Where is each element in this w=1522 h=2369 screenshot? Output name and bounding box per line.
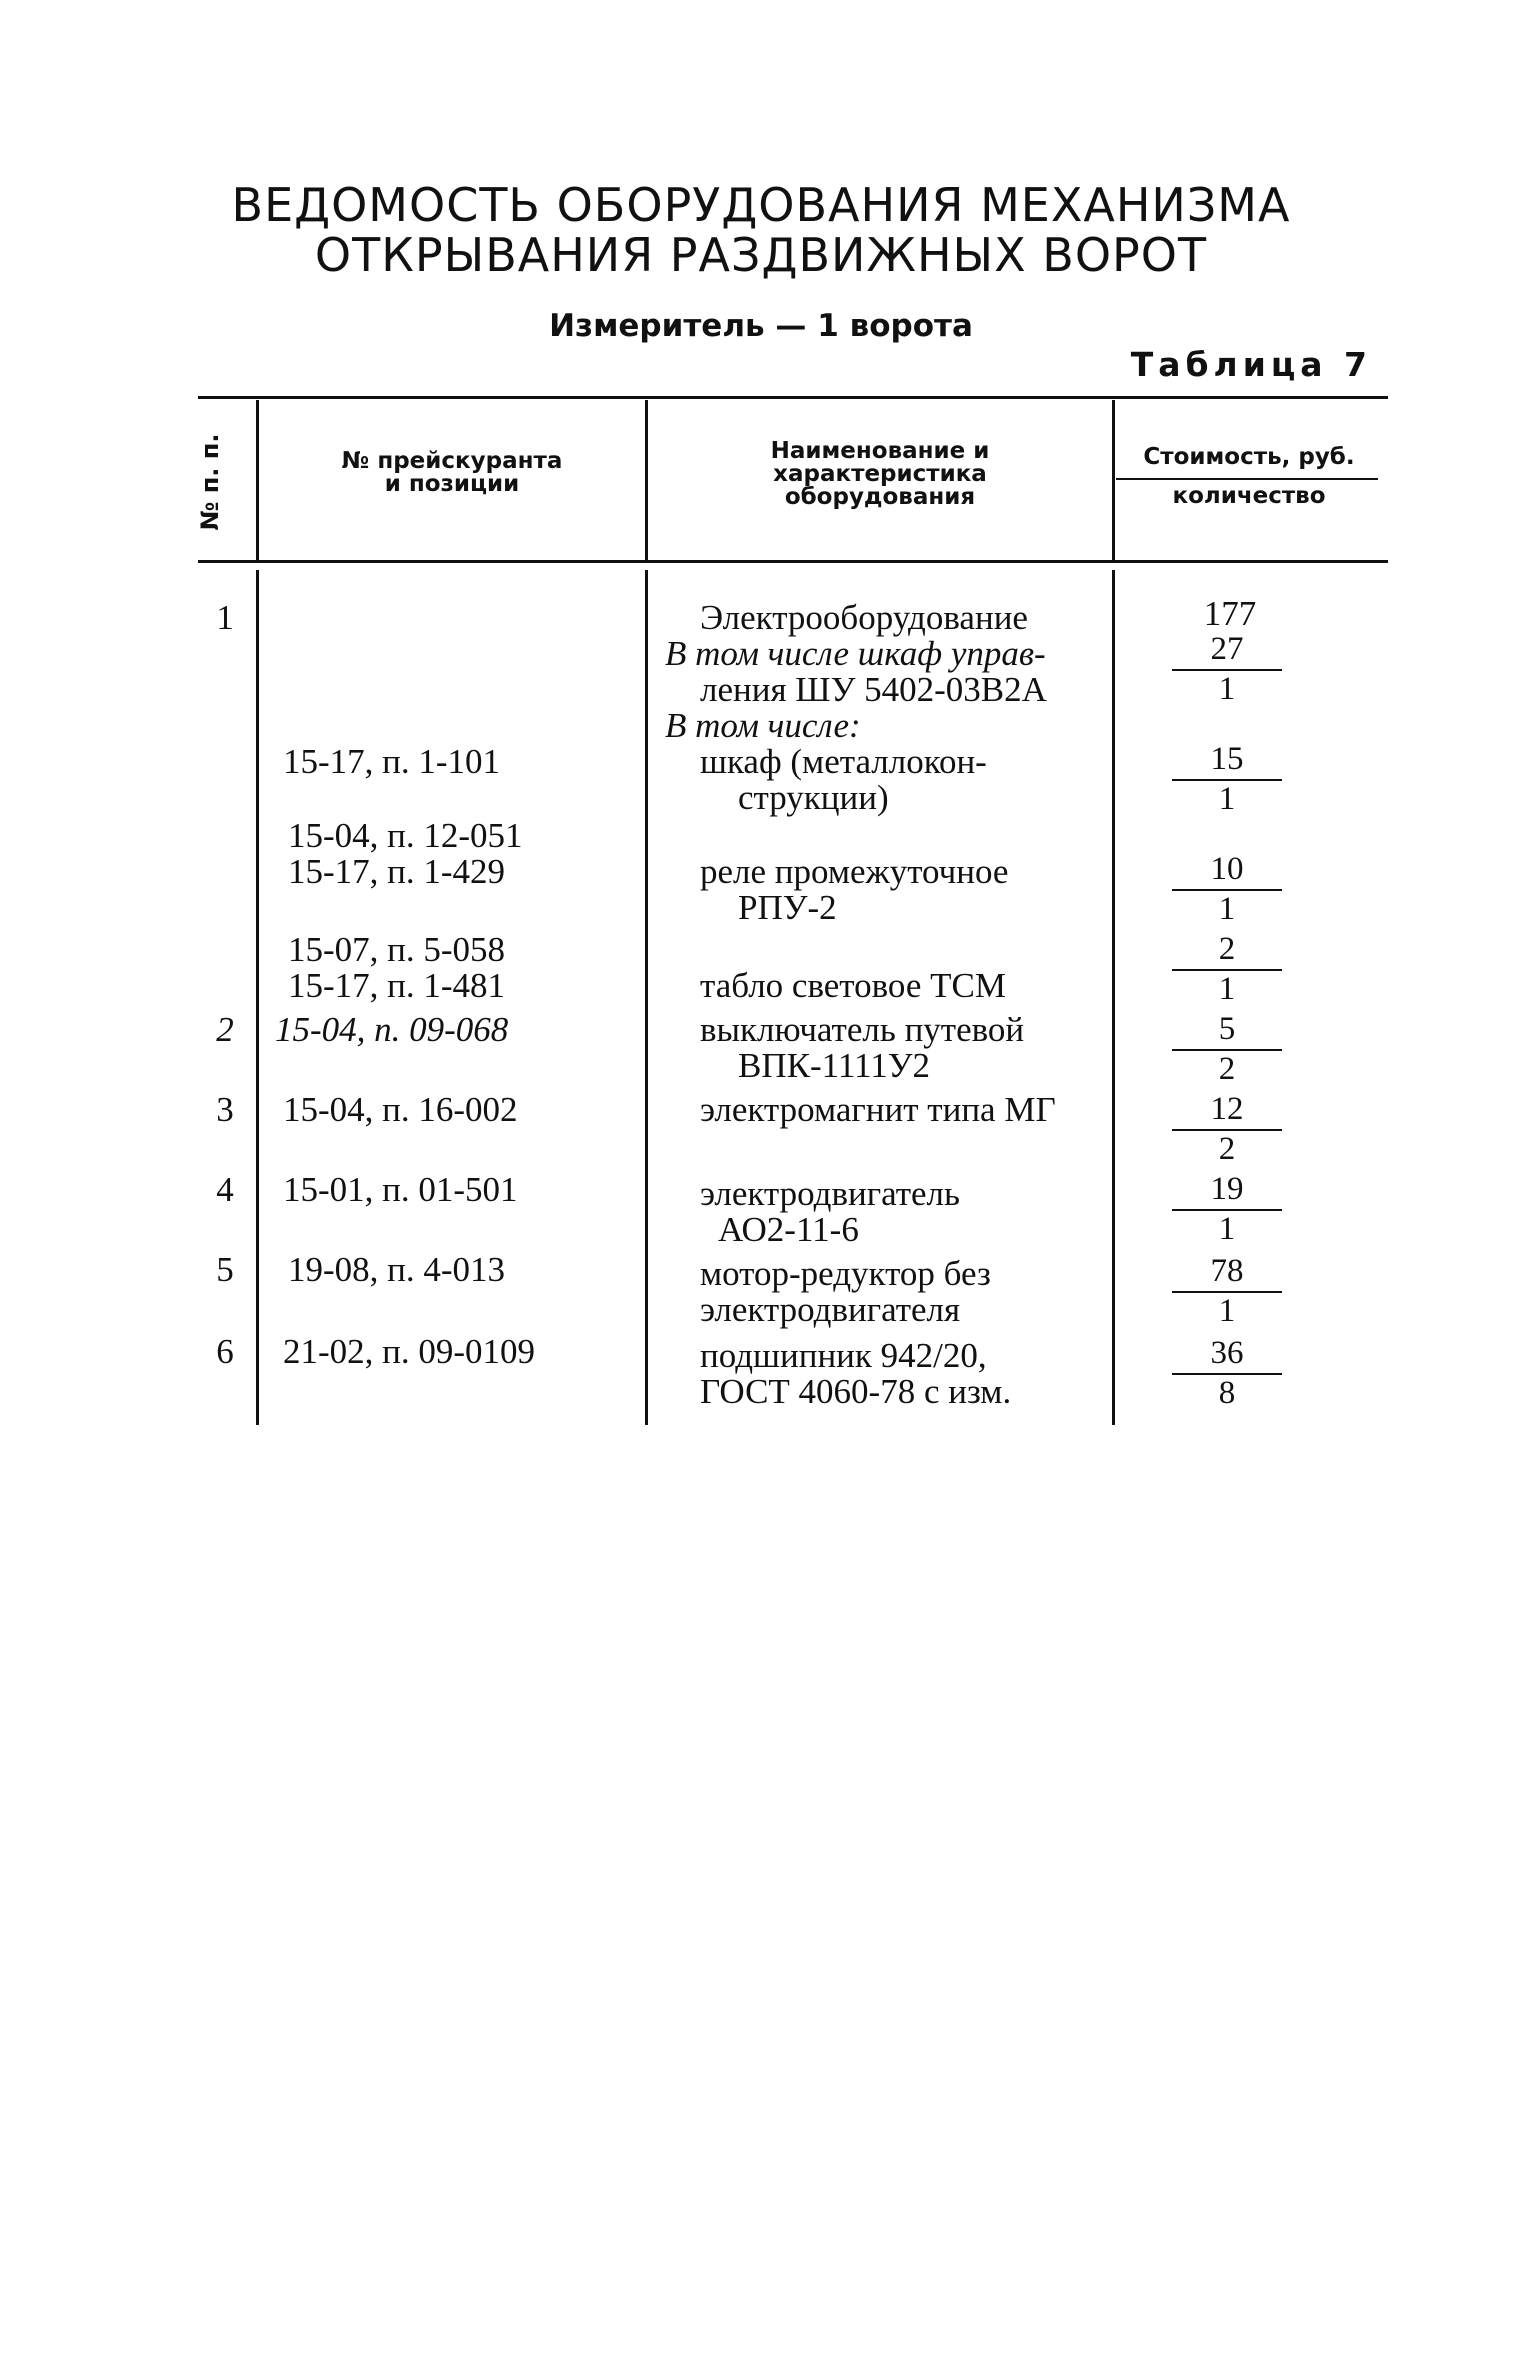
header-equipment-name [650, 440, 1110, 509]
row-6-cost-quantity [1172, 1336, 1282, 1410]
row-4-name-line-1: электродвигатель [700, 1174, 960, 1213]
row-number-6: 6 [216, 1332, 234, 1371]
quantity-value: 2 [1218, 1051, 1236, 1087]
row-1-name: Электрооборудование [700, 598, 1028, 637]
header-price-list-line-1: № прейскуранта [341, 448, 563, 474]
row-1-sub-name-line-2: ления ШУ 5402-03В2А [700, 670, 1047, 709]
row-1a-cost-quantity [1172, 742, 1282, 816]
header-name-line-3: оборудования [784, 484, 976, 510]
row-5-cost-quantity [1172, 1254, 1282, 1328]
quantity-value: 1 [1218, 671, 1236, 707]
quantity-value: 2 [1218, 1131, 1236, 1167]
document-title-line-2: ОТКРЫВАНИЯ РАЗДВИЖНЫХ ВОРОТ [314, 228, 1208, 282]
row-6-name-line-1: подшипник 942/20, [700, 1336, 987, 1375]
quantity-value: 1 [1218, 891, 1236, 927]
header-quantity: количество [1172, 483, 1326, 509]
measure-unit: Измеритель — 1 ворота [549, 308, 973, 344]
quantity-value: 1 [1218, 1211, 1236, 1247]
row-number-5: 5 [216, 1250, 234, 1289]
row-4-cost-quantity [1172, 1172, 1282, 1246]
header-cost: Стоимость, руб. [1143, 444, 1355, 470]
row-1-sub-name-line-1: В том числе шкаф управ- [665, 634, 1046, 673]
row-2-name-line-2: ВПК-1111У2 [738, 1046, 931, 1085]
cost-value: 10 [1210, 851, 1244, 887]
column-divider-1 [256, 400, 259, 560]
table-number: Таблица 7 [1130, 345, 1372, 384]
cost-value: 2 [1218, 931, 1236, 967]
column-divider-2-body [645, 570, 648, 1425]
cost-value: 36 [1210, 1335, 1244, 1371]
row-1a-name-line-2: струкции) [738, 778, 889, 817]
table-top-rule [198, 396, 1388, 399]
quantity-value: 1 [1218, 971, 1236, 1007]
row-2-cost-quantity [1172, 1012, 1282, 1086]
cost-value: 12 [1210, 1091, 1244, 1127]
row-4-name-line-2: АО2-11-6 [718, 1210, 859, 1249]
row-1b-cost-quantity [1172, 852, 1282, 926]
row-3-code: 15-04, п. 16-002 [283, 1090, 518, 1129]
row-1b-code-line-1: 15-04, п. 12-051 [288, 816, 523, 855]
column-divider-2 [645, 400, 648, 560]
row-2-code: 15-04, п. 09-068 [275, 1010, 509, 1049]
row-6-name-line-2: ГОСТ 4060-78 с изм. [700, 1372, 1012, 1411]
row-1c-name: табло световое ТСМ [700, 966, 1006, 1005]
row-1b-code-line-2: 15-17, п. 1-429 [288, 852, 506, 891]
row-1a-code: 15-17, п. 1-101 [283, 742, 501, 781]
row-1-sub-cost-quantity [1172, 632, 1282, 706]
cost-qty-divider [1116, 478, 1378, 480]
cost-value: 27 [1210, 631, 1244, 667]
header-price-list [262, 450, 642, 496]
row-1c-code-line-2: 15-17, п. 1-481 [288, 966, 506, 1005]
row-1-including: В том числе: [665, 706, 861, 745]
document-title-line-1: ВЕДОМОСТЬ ОБОРУДОВАНИЯ МЕХАНИЗМА [231, 178, 1291, 232]
row-number-3: 3 [216, 1090, 234, 1129]
quantity-value: 1 [1218, 1293, 1236, 1329]
row-6-code: 21-02, п. 09-0109 [283, 1332, 536, 1371]
quantity-value: 1 [1218, 781, 1236, 817]
table-header-rule [198, 560, 1388, 563]
row-1c-cost-quantity [1172, 932, 1282, 1006]
row-3-cost-quantity [1172, 1092, 1282, 1166]
row-1b-name-line-2: РПУ-2 [738, 888, 837, 927]
header-price-list-line-2: и позиции [384, 471, 520, 497]
cost-value: 19 [1210, 1171, 1244, 1207]
row-5-name-line-2: электродвигателя [700, 1290, 961, 1329]
row-3-name: электромагнит типа МГ [700, 1090, 1056, 1129]
row-1b-name-line-1: реле промежуточное [700, 852, 1009, 891]
cost-value: 5 [1218, 1011, 1236, 1047]
row-1c-code-line-1: 15-07, п. 5-058 [288, 930, 506, 969]
row-1-cost: 177 [1203, 594, 1257, 633]
cost-value: 15 [1210, 741, 1244, 777]
header-row-number: № п. п. [196, 433, 224, 531]
column-divider-3-body [1112, 570, 1115, 1425]
row-4-code: 15-01, п. 01-501 [283, 1170, 518, 1209]
quantity-value: 8 [1218, 1375, 1236, 1411]
column-divider-3 [1112, 400, 1115, 560]
row-5-code: 19-08, п. 4-013 [288, 1250, 506, 1289]
column-divider-1-body [256, 570, 259, 1425]
cost-value: 78 [1210, 1253, 1244, 1289]
header-name-line-1: Наименование и [770, 438, 990, 464]
row-2-name-line-1: выключатель путевой [700, 1010, 1025, 1049]
row-5-name-line-1: мотор-редуктор без [700, 1254, 991, 1293]
row-number-2: 2 [216, 1010, 234, 1049]
header-name-line-2: характеристика [773, 461, 987, 487]
row-number-1: 1 [216, 598, 234, 637]
row-number-4: 4 [216, 1170, 234, 1209]
row-1a-name-line-1: шкаф (металлокон- [700, 742, 987, 781]
